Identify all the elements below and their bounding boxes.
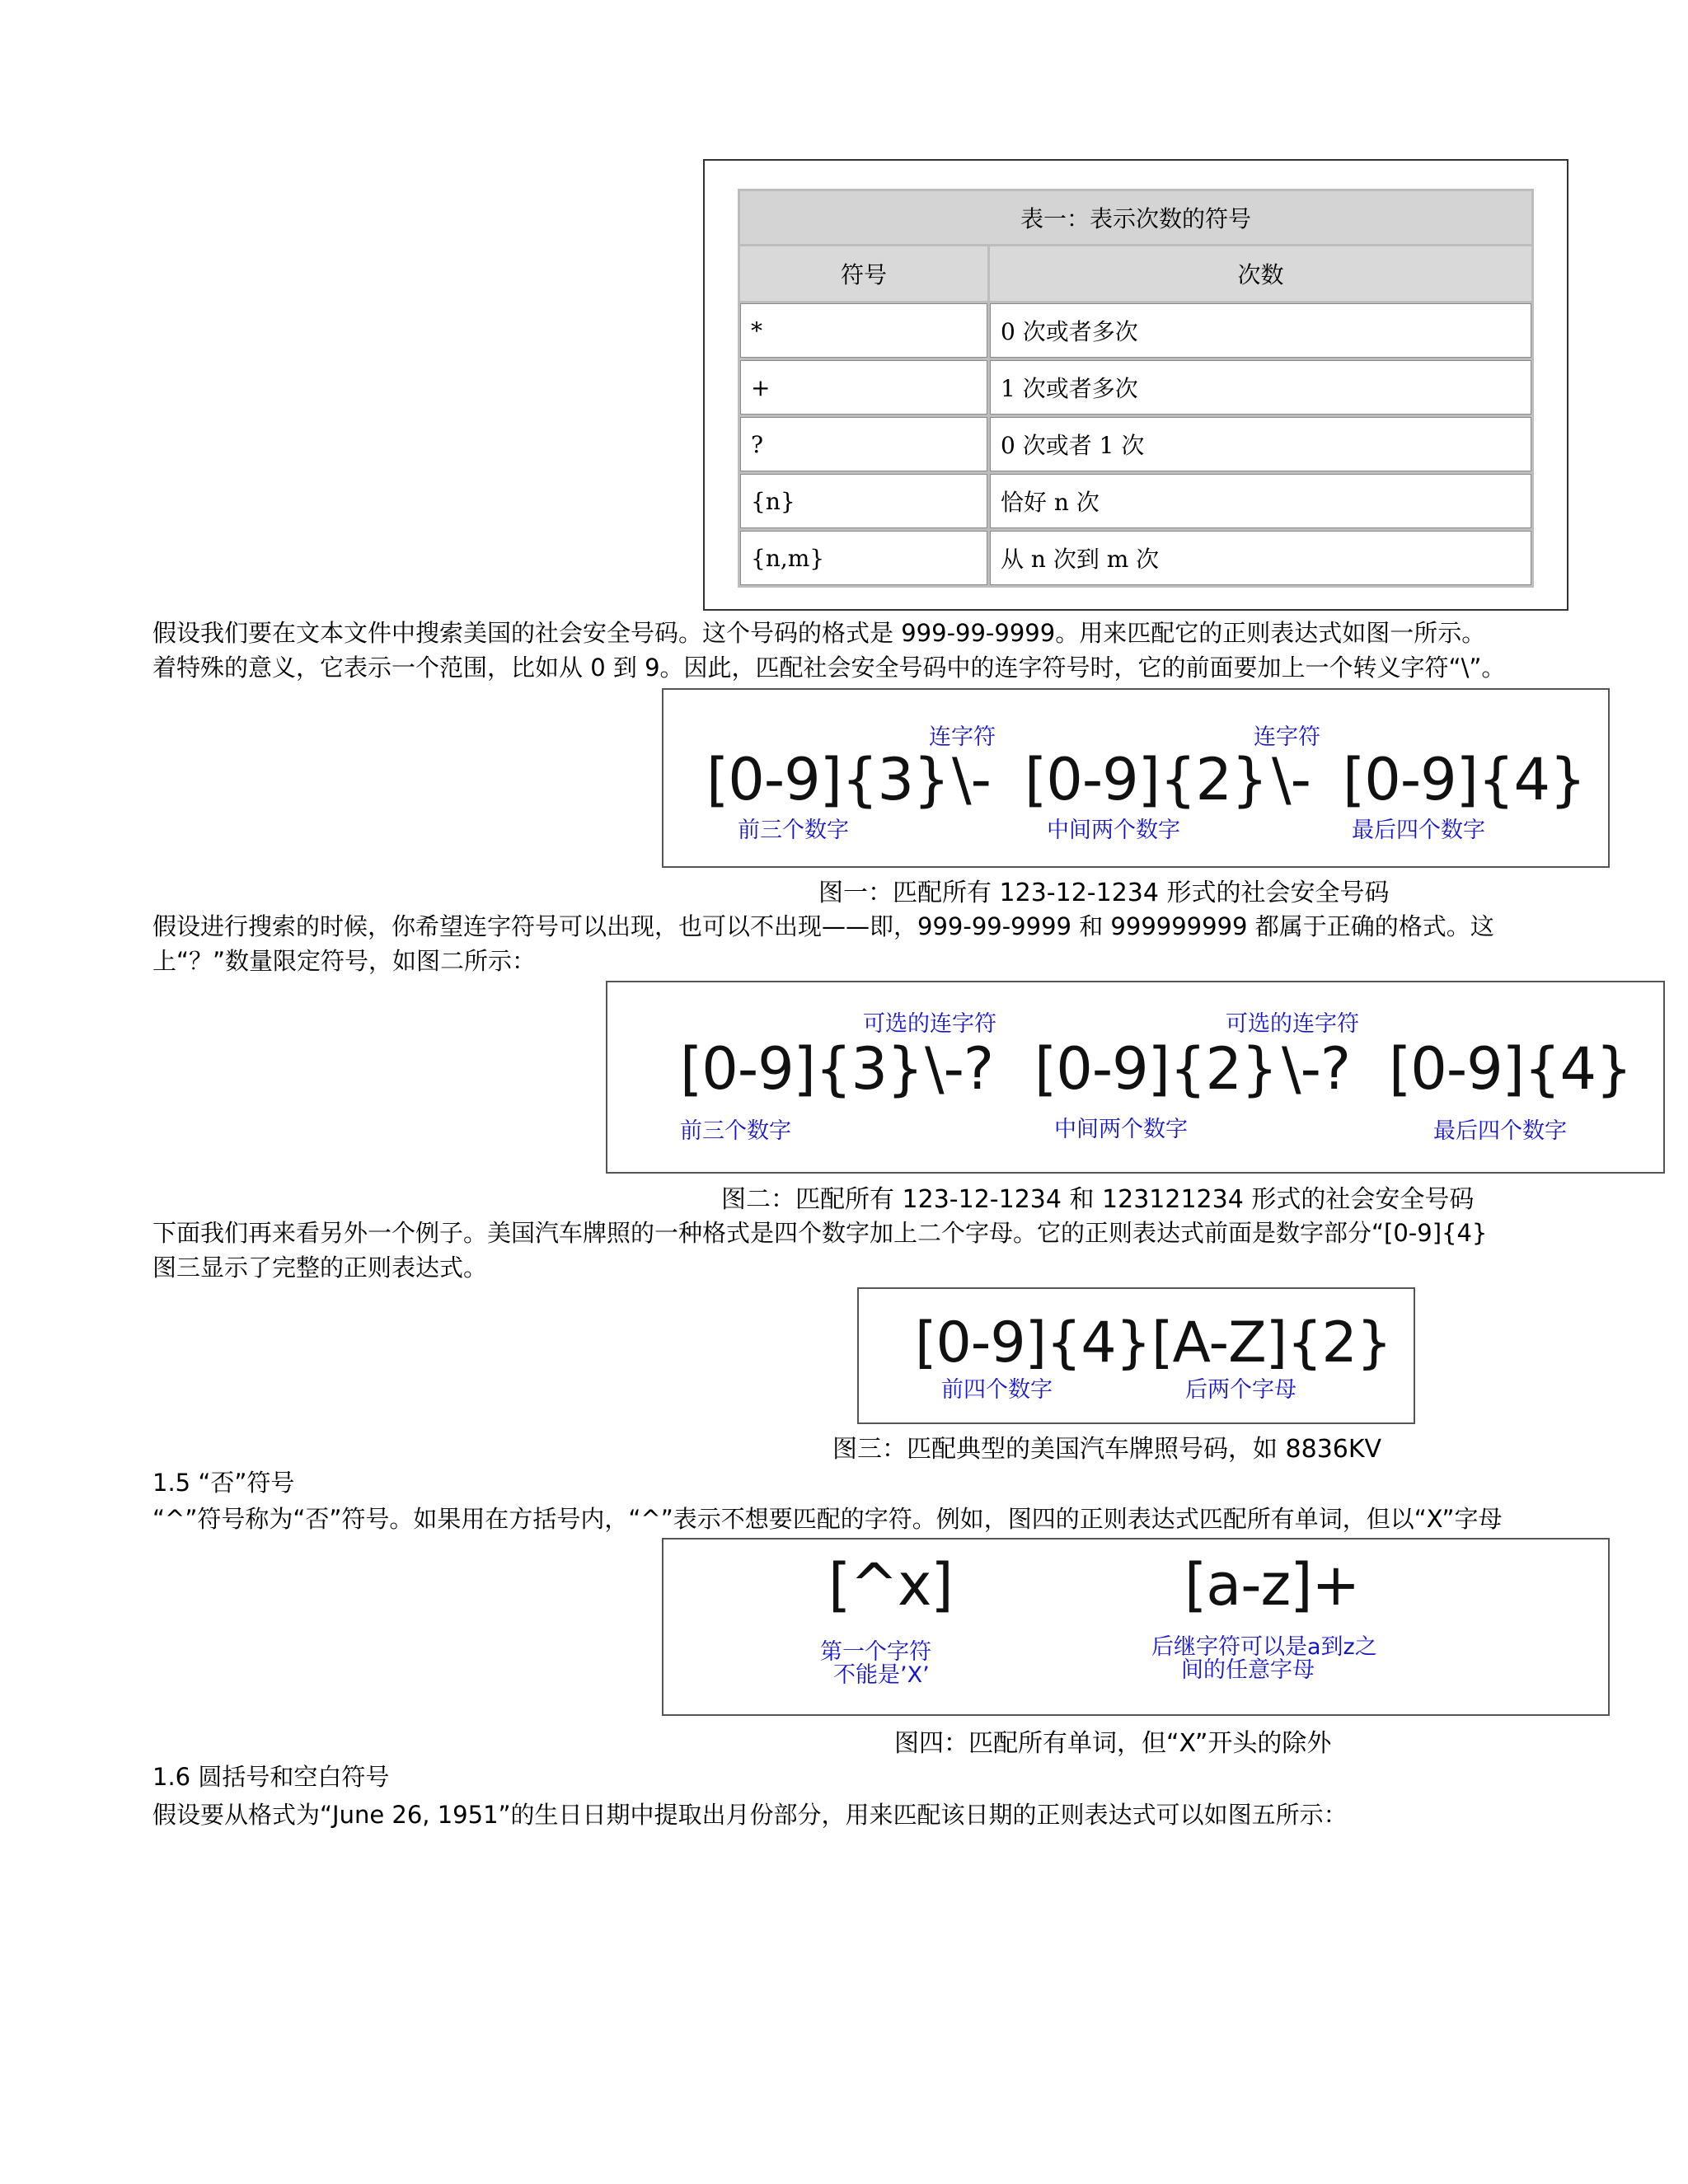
regex-part: [0-9]{3} — [680, 1035, 923, 1103]
table-row — [740, 417, 1531, 471]
paragraph-line: 假设要从格式为“June 26, 1951”的生日日期中提取出月份部分，用来匹配该日期的正则表达式可以如图五所示： — [152, 1801, 1348, 1829]
paragraph-line: 上“？”数量限定符号，如图二所示： — [152, 947, 537, 975]
table-cell-symbol: {n} — [740, 474, 987, 528]
table-cell-count: 从 n 次到 m 次 — [990, 531, 1531, 585]
section-heading: 1.6 圆括号和空白符号 — [152, 1763, 390, 1791]
table-header-count: 次数 — [990, 246, 1531, 301]
figure-caption: 图四：匹配所有单词，但“X”开头的除外 — [894, 1729, 1332, 1758]
figure-two — [606, 981, 1665, 1174]
paragraph-line: 假设进行搜索的时候，你希望连字符号可以出现，也可以不出现——即，999-99-9999 和 999999999 都属于正确的格式。这 — [152, 912, 1494, 940]
figure-label-optional-hyphen: 可选的连字符 — [863, 1011, 996, 1037]
figure-label-middle-two: 中间两个数字 — [1054, 1117, 1188, 1142]
table-row — [740, 303, 1531, 358]
paragraph-line: 着特殊的意义，它表示一个范围，比如从 0 到 9。因此，匹配社会安全号码中的连字符号时，它的前面要加上一个转义字符“\”。 — [152, 654, 1506, 682]
regex-part: [A-Z]{2} — [1151, 1310, 1391, 1376]
table-cell-symbol: * — [740, 303, 987, 358]
paragraph-line: 假设我们要在文本文件中搜索美国的社会安全号码。这个号码的格式是 999-99-9999。用来匹配它的正则表达式如图一所示。 — [152, 619, 1486, 647]
figure-caption: 图三：匹配典型的美国汽车牌照号码，如 8836KV — [832, 1435, 1382, 1464]
figure-note: 后继字符可以是a到z之 — [1151, 1634, 1377, 1660]
figure-label-hyphen: 连字符 — [929, 724, 996, 750]
figure-label-last-four: 最后四个数字 — [1352, 818, 1485, 843]
regex-part: [0-9]{4} — [1343, 746, 1586, 813]
table-cell-count: 1 次或者多次 — [990, 360, 1531, 415]
regex-separator: \-? — [925, 1035, 993, 1103]
regex-part: [0-9]{4} — [915, 1310, 1151, 1376]
regex-part: [^x] — [828, 1551, 953, 1619]
regex-part: [0-9]{3} — [706, 746, 950, 813]
figure-label-last-four: 最后四个数字 — [1433, 1118, 1567, 1144]
table-header-symbol: 符号 — [740, 246, 987, 301]
regex-part: [0-9]{2} — [1025, 746, 1268, 813]
figure-three — [857, 1287, 1415, 1424]
table-row — [740, 531, 1531, 585]
quantifier-table — [738, 189, 1534, 588]
figure-four — [662, 1538, 1610, 1716]
paragraph-line: 下面我们再来看另外一个例子。美国汽车牌照的一种格式是四个数字加上二个字母。它的正则表达式前面是数字部分“[0-9]{4} — [152, 1219, 1488, 1247]
table-row — [740, 474, 1531, 528]
figure-label-optional-hyphen: 可选的连字符 — [1226, 1011, 1359, 1037]
regex-separator: \-? — [1282, 1035, 1350, 1103]
table-cell-count: 0 次或者 1 次 — [990, 417, 1531, 471]
figure-caption: 图二：匹配所有 123-12-1234 和 123121234 形式的社会安全号码 — [721, 1185, 1475, 1214]
figure-label-first-four: 前四个数字 — [941, 1377, 1053, 1403]
table-row — [740, 360, 1531, 415]
regex-part: [0-9]{2} — [1034, 1035, 1278, 1103]
paragraph-line: “^”符号称为“否”符号。如果用在方括号内，“^”表示不想要匹配的字符。例如，图四的正则表达式匹配所有单词，但以“X”字母 — [152, 1505, 1503, 1533]
figure-label-first-three: 前三个数字 — [680, 1118, 791, 1144]
paragraph-line: 图三显示了完整的正则表达式。 — [152, 1254, 488, 1282]
figure-caption: 图一：匹配所有 123-12-1234 形式的社会安全号码 — [818, 879, 1390, 907]
figure-note: 间的任意字母 — [1181, 1657, 1315, 1683]
figure-note: 不能是’X’ — [833, 1662, 930, 1688]
section-heading: 1.5 “否”符号 — [152, 1469, 295, 1497]
figure-note: 第一个字符 — [820, 1639, 931, 1665]
regex-part: [a-z]+ — [1184, 1551, 1360, 1619]
regex-separator: \- — [1272, 746, 1311, 813]
table-cell-count: 恰好 n 次 — [990, 474, 1531, 528]
figure-one — [662, 688, 1610, 868]
regex-part: [0-9]{4} — [1389, 1035, 1632, 1103]
figure-label-first-three: 前三个数字 — [738, 818, 849, 843]
figure-label-hyphen: 连字符 — [1254, 724, 1320, 750]
table-one-frame — [703, 159, 1568, 611]
figure-label-middle-two: 中间两个数字 — [1047, 818, 1180, 843]
table-caption: 表一：表示次数的符号 — [740, 191, 1531, 244]
table-cell-count: 0 次或者多次 — [990, 303, 1531, 358]
regex-separator: \- — [952, 746, 991, 813]
figure-label-last-two-letters: 后两个字母 — [1185, 1377, 1296, 1403]
table-cell-symbol: ? — [740, 417, 987, 471]
table-cell-symbol: {n,m} — [740, 531, 987, 585]
table-cell-symbol: + — [740, 360, 987, 415]
